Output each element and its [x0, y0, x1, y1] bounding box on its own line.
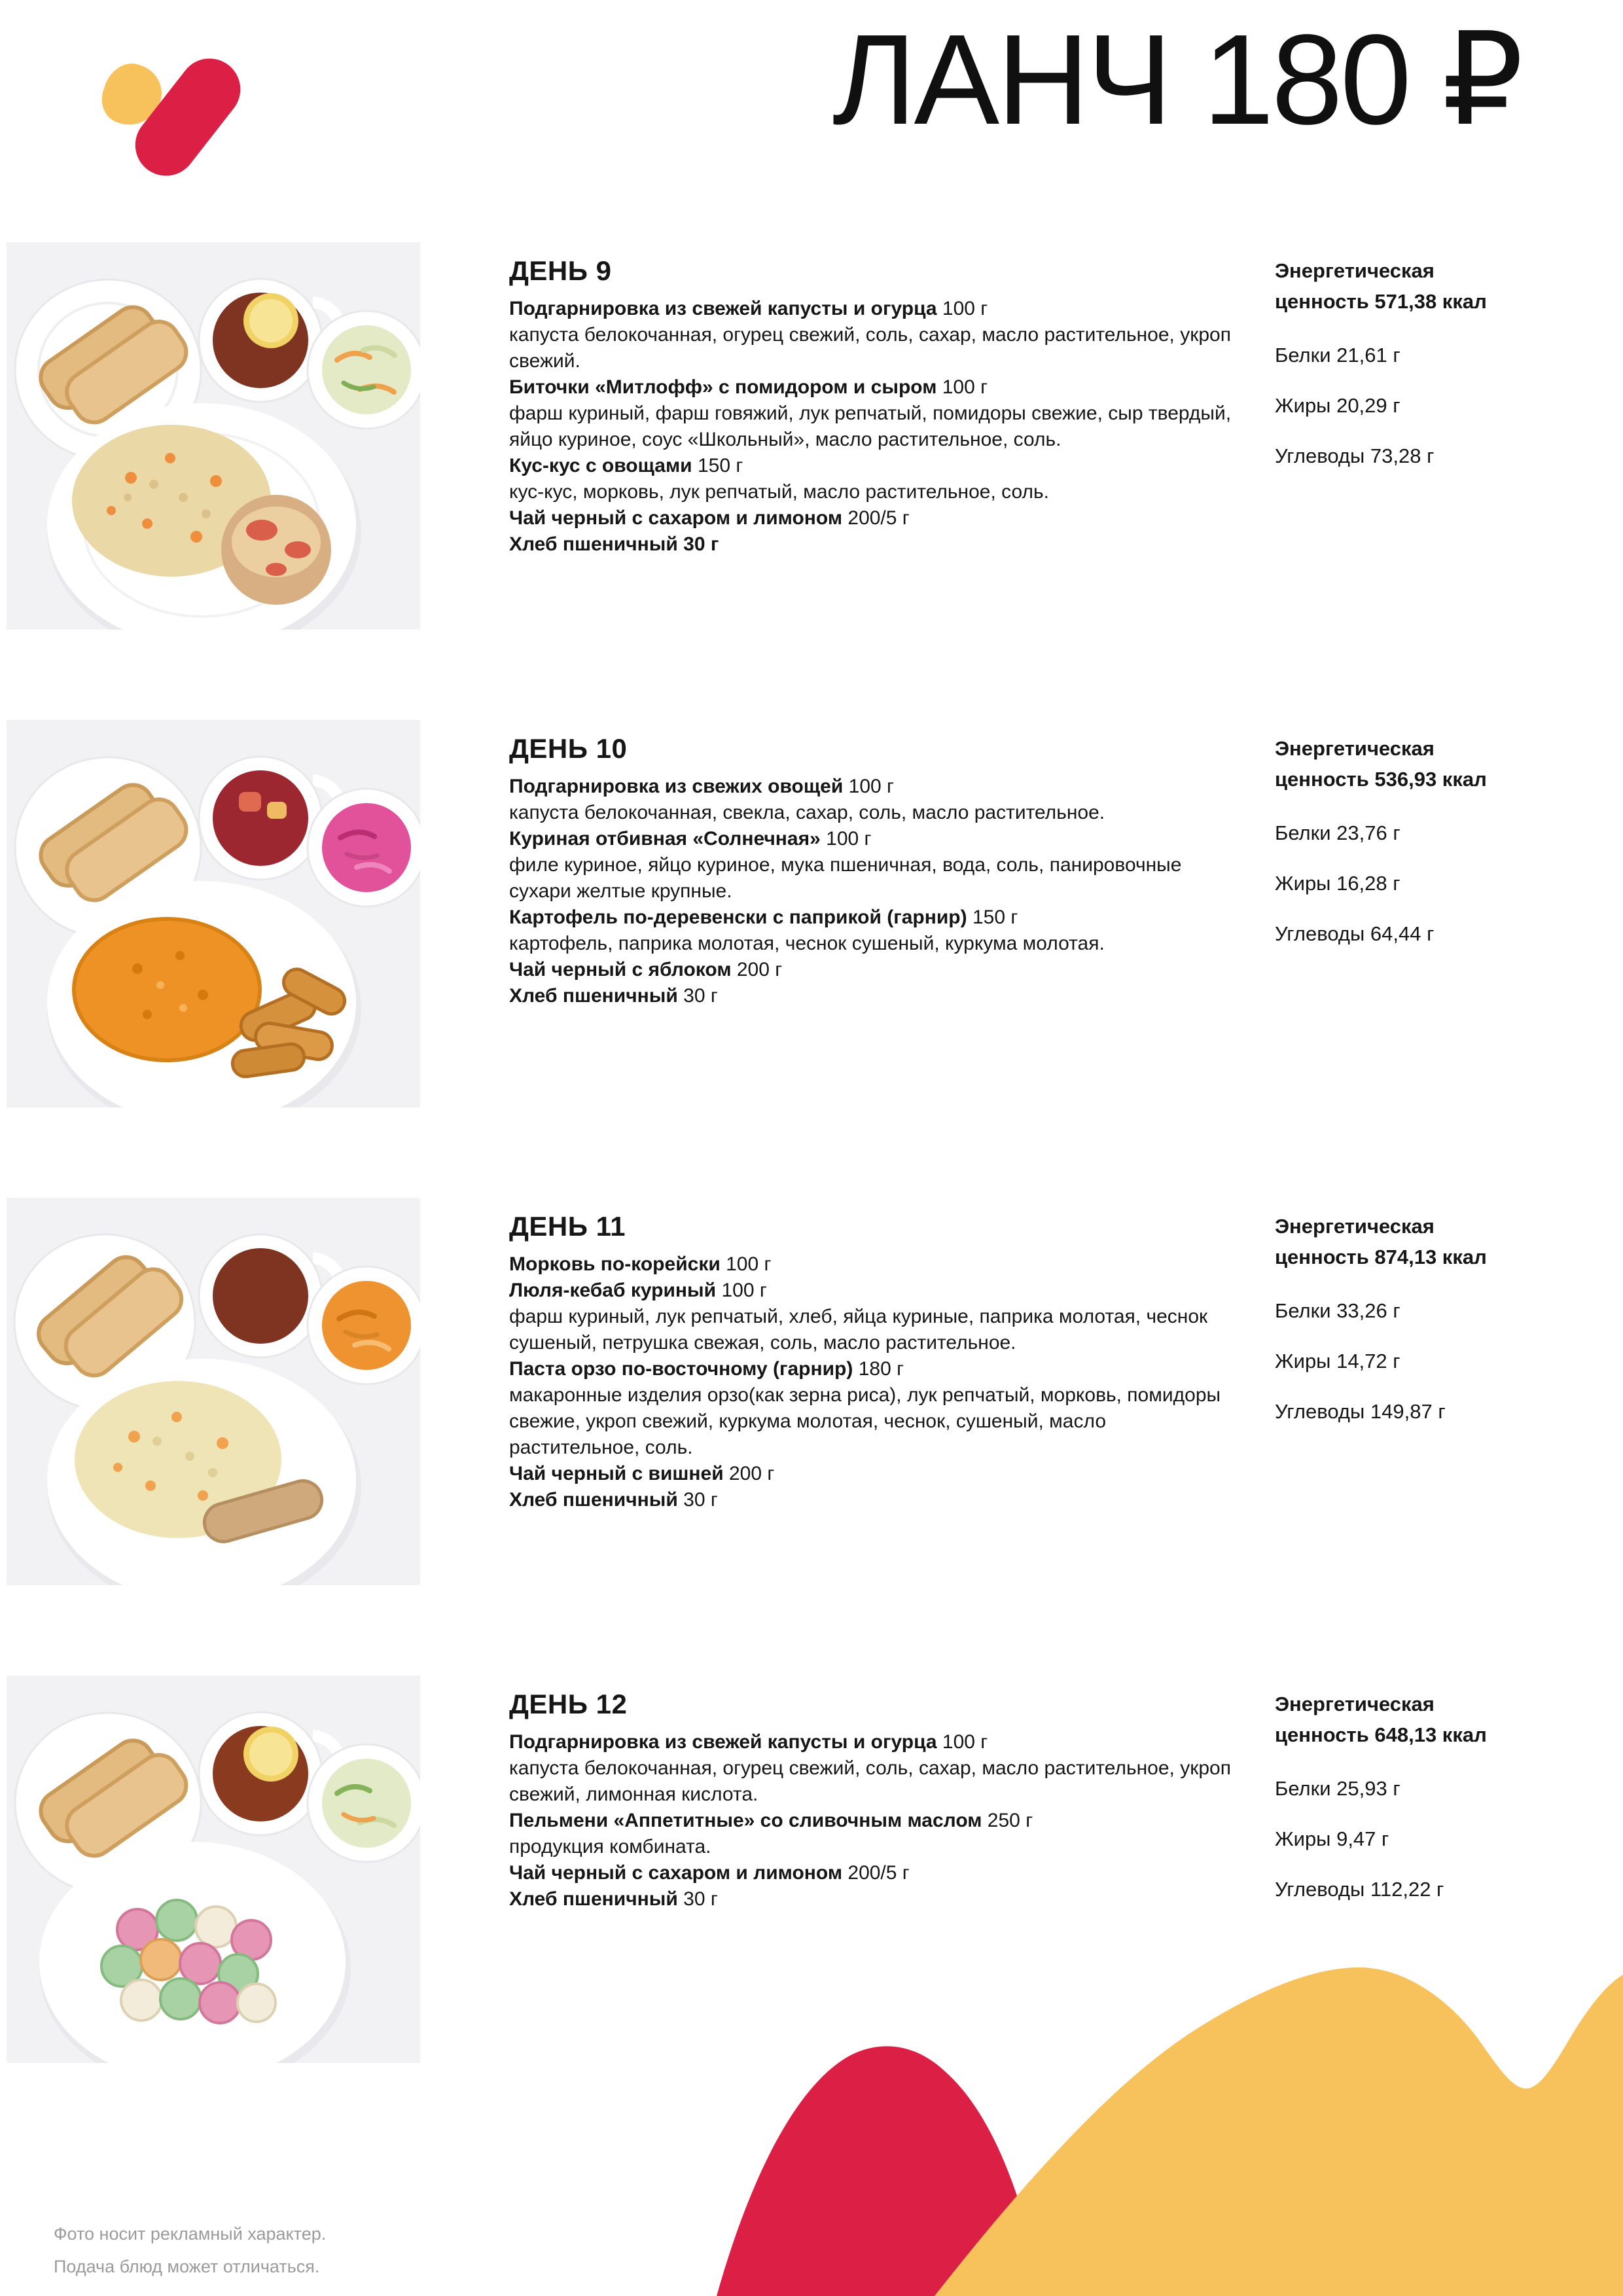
dish-ingredients: макаронные изделия орзо(как зерна риса), лук репчатый, морковь, помидоры свежие, укроп свежий, куркума молотая, чеснок, сушеный, масло растительное, соль.	[509, 1384, 1221, 1458]
page-title: ЛАНЧ 180 ₽	[832, 8, 1521, 151]
day-photo	[7, 1198, 420, 1585]
day-title: ДЕНЬ 12	[509, 1689, 628, 1719]
dish-portion: 100 г	[936, 376, 988, 398]
dish-list	[509, 774, 1241, 1009]
dish-portion: 150 г	[967, 906, 1018, 928]
dish-ingredients: капуста белокочанная, огурец свежий, соль, сахар, масло растительное, укроп свежий, лимонная кислота.	[509, 1757, 1231, 1805]
dish-ingredients: капуста белокочанная, свекла, сахар, соль, масло растительное.	[509, 802, 1105, 823]
salad-bowl	[308, 1744, 420, 1862]
dish-line	[509, 1808, 1241, 1834]
nutrition-row: Белки 25,93 г	[1275, 1777, 1400, 1800]
dish-portion: 200 г	[723, 1463, 775, 1484]
dish-name: Морковь по-корейски	[509, 1253, 721, 1275]
brand-logo	[103, 60, 260, 178]
dish-portion: 100 г	[820, 828, 872, 850]
nutrition-block	[1275, 255, 1543, 468]
dish-ingredients: картофель, паприка молотая, чеснок сушеный, куркума молотая.	[509, 933, 1105, 954]
dish-line	[509, 983, 1241, 1009]
nutrition-row: Углеводы 64,44 г	[1275, 922, 1435, 945]
energy-value: 536,93 ккал	[1368, 768, 1487, 791]
dish-name: Куриная отбивная «Солнечная»	[509, 828, 821, 850]
salad-bowl	[308, 311, 420, 429]
dish-ingredients: кус-кус, морковь, лук репчатый, масло растительное, соль.	[509, 481, 1049, 503]
day-title: ДЕНЬ 10	[509, 733, 628, 764]
dish-line	[509, 1487, 1241, 1513]
footer-line-2: Подача блюд может отличаться.	[54, 2257, 320, 2276]
nutrition-rows	[1275, 1299, 1543, 1424]
lemon-slice	[243, 1727, 298, 1782]
dish-portion: 180 г	[853, 1358, 904, 1380]
nutrition-rows	[1275, 1777, 1543, 1901]
dish-line	[509, 1461, 1241, 1487]
dish-list	[509, 1729, 1241, 1912]
day-photo	[7, 720, 420, 1107]
nutrition-rows	[1275, 344, 1543, 468]
dish-line	[509, 1729, 1241, 1755]
day-photo	[7, 242, 420, 630]
dish-portion: 100 г	[843, 776, 894, 797]
nutrition-row: Белки 33,26 г	[1275, 1299, 1400, 1322]
dish-portion: 200/5 г	[842, 507, 910, 529]
nutrition-row: Белки 23,76 г	[1275, 821, 1400, 844]
dish-line	[509, 1356, 1241, 1382]
dish-line	[509, 905, 1241, 931]
day-photo	[7, 1676, 420, 2063]
dish-line	[509, 505, 1241, 531]
dish-line	[509, 453, 1241, 479]
energy-value: 571,38 ккал	[1368, 290, 1487, 313]
energy-heading	[1275, 733, 1516, 795]
energy-label: Энергетическая ценность	[1275, 1215, 1435, 1268]
nutrition-row: Жиры 9,47 г	[1275, 1827, 1389, 1850]
nutrition-row: Углеводы 73,28 г	[1275, 444, 1435, 467]
dish-name: Чай черный с вишней	[509, 1463, 724, 1484]
nutrition-block	[1275, 733, 1543, 946]
day-row	[0, 1198, 1623, 1676]
nutrition-rows	[1275, 821, 1543, 946]
day-row	[0, 720, 1623, 1198]
dish-ingredients: филе куриное, яйцо куриное, мука пшеничная, вода, соль, панировочные сухари желтые крупные.	[509, 854, 1182, 902]
energy-label: Энергетическая ценность	[1275, 259, 1435, 313]
photo-day-12	[7, 1676, 420, 2063]
photo-day-10	[7, 720, 420, 1107]
dish-portion: 200 г	[731, 959, 783, 980]
nutrition-block	[1275, 1689, 1543, 1901]
dish-line	[509, 1860, 1241, 1886]
dish-ingredients: фарш куриный, лук репчатый, хлеб, яйца куриные, паприка молотая, чеснок сушеный, петрушка свежая, соль, масло растительное.	[509, 1306, 1208, 1354]
dish-portion: 150 г	[692, 455, 743, 476]
dish-portion: 30 г	[677, 985, 718, 1007]
breaded-chicken	[74, 919, 260, 1060]
day-menu	[509, 255, 1241, 558]
dish-name: Хлеб пшеничный	[509, 1489, 678, 1511]
day-menu	[509, 1211, 1241, 1513]
dish-name: Пельмени «Аппетитные» со сливочным маслом	[509, 1810, 982, 1831]
dish-portion: 30 г	[677, 1489, 718, 1511]
nutrition-row: Жиры 16,28 г	[1275, 872, 1400, 895]
energy-heading	[1275, 1211, 1516, 1272]
meat-patty	[221, 495, 331, 605]
dish-name: Биточки «Митлофф» с помидором и сыром	[509, 376, 937, 398]
dish-name: Хлеб пшеничный 30 г	[509, 533, 719, 555]
dish-ingredients: продукция комбината.	[509, 1836, 711, 1857]
energy-value: 648,13 ккал	[1368, 1723, 1487, 1746]
day-menu	[509, 733, 1241, 1009]
dish-line	[509, 826, 1241, 852]
dish-portion: 100 г	[936, 1731, 988, 1753]
day-menu	[509, 1689, 1241, 1912]
nutrition-row: Жиры 20,29 г	[1275, 394, 1400, 417]
energy-heading	[1275, 1689, 1516, 1750]
dish-name: Люля-кебаб куриный	[509, 1280, 717, 1301]
dish-name: Подгарнировка из свежих овощей	[509, 776, 844, 797]
photo-day-9	[7, 242, 420, 630]
day-row	[0, 242, 1623, 720]
dish-name: Хлеб пшеничный	[509, 985, 678, 1007]
salad-bowl	[308, 1266, 420, 1384]
dish-line	[509, 374, 1241, 401]
dish-name: Чай черный с сахаром и лимоном	[509, 507, 843, 529]
day-row	[0, 1676, 1623, 2153]
energy-value: 874,13 ккал	[1368, 1246, 1487, 1268]
dish-line	[509, 1251, 1241, 1278]
energy-label: Энергетическая ценность	[1275, 737, 1435, 791]
dish-line	[509, 531, 1241, 558]
dish-name: Хлеб пшеничный	[509, 1888, 678, 1910]
dish-name: Чай черный с яблоком	[509, 959, 732, 980]
nutrition-block	[1275, 1211, 1543, 1424]
dish-line	[509, 296, 1241, 322]
lemon-slice	[243, 293, 298, 348]
dish-name: Подгарнировка из свежей капусты и огурца	[509, 1731, 937, 1753]
dish-portion: 30 г	[677, 1888, 718, 1910]
day-title: ДЕНЬ 11	[509, 1211, 626, 1242]
dish-list	[509, 1251, 1241, 1513]
dish-name: Кус-кус с овощами	[509, 455, 692, 476]
dish-ingredients: фарш куриный, фарш говяжий, лук репчатый, помидоры свежие, сыр твердый, яйцо куриное, соус «Школьный», масло растительное, соль.	[509, 403, 1232, 450]
nutrition-row: Белки 21,61 г	[1275, 344, 1400, 367]
salad-bowl	[308, 789, 420, 906]
energy-label: Энергетическая ценность	[1275, 1693, 1435, 1746]
dish-portion: 200/5 г	[842, 1862, 910, 1884]
dish-line	[509, 1886, 1241, 1912]
nutrition-row: Жиры 14,72 г	[1275, 1350, 1400, 1372]
day-title: ДЕНЬ 9	[509, 255, 612, 286]
dish-line	[509, 774, 1241, 800]
photo-day-11	[7, 1198, 420, 1585]
dish-list	[509, 296, 1241, 558]
dish-portion: 100 г	[936, 298, 988, 319]
footer-line-1: Фото носит рекламный характер.	[54, 2224, 327, 2244]
dish-name: Чай черный с сахаром и лимоном	[509, 1862, 843, 1884]
dish-line	[509, 1278, 1241, 1304]
dish-line	[509, 957, 1241, 983]
nutrition-row: Углеводы 149,87 г	[1275, 1400, 1446, 1423]
dish-name: Картофель по-деревенски с паприкой (гарнир)	[509, 906, 967, 928]
nutrition-row: Углеводы 112,22 г	[1275, 1878, 1444, 1901]
dish-portion: 100 г	[716, 1280, 767, 1301]
dish-portion: 250 г	[982, 1810, 1033, 1831]
energy-heading	[1275, 255, 1516, 317]
footer-disclaimer	[54, 2217, 326, 2283]
dish-ingredients: капуста белокочанная, огурец свежий, соль, сахар, масло растительное, укроп свежий.	[509, 324, 1231, 372]
dish-portion: 100 г	[720, 1253, 772, 1275]
dish-name: Подгарнировка из свежей капусты и огурца	[509, 298, 937, 319]
dish-name: Паста орзо по-восточному (гарнир)	[509, 1358, 853, 1380]
